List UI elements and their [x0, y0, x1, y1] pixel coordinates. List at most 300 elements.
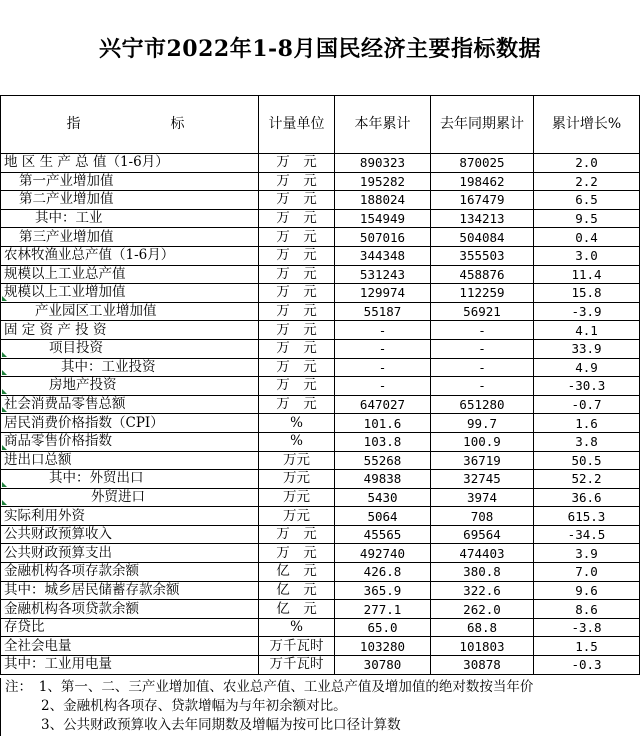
cell-previous-text: 99.7 [466, 415, 498, 431]
cell-growth[interactable] [534, 154, 640, 173]
cell-warning-marker-icon [2, 407, 7, 412]
cell-growth-text: -0.3 [571, 657, 602, 673]
cell-unit[interactable] [259, 246, 335, 265]
cell-warning-marker-icon [2, 500, 7, 505]
cell-previous-text: 458876 [459, 266, 505, 282]
cell-indicator-text: 居民消费价格指数（CPI） [4, 414, 164, 431]
cell-growth-text: -30.3 [567, 378, 606, 394]
table-row[interactable] [1, 228, 640, 247]
cell-growth-text: -34.5 [567, 527, 606, 543]
cell-growth[interactable] [534, 656, 640, 675]
cell-previous[interactable] [431, 172, 534, 191]
cell-indicator[interactable] [1, 265, 259, 284]
cell-current[interactable] [335, 470, 431, 489]
cell-indicator[interactable] [1, 600, 259, 619]
cell-current[interactable] [335, 284, 431, 303]
cell-previous-text: - [478, 341, 486, 357]
header-current-cumulative: 本年累计 [335, 96, 431, 154]
cell-indicator-text: 产业园区工业增加值 [35, 303, 157, 320]
cell-unit-text: 万 元 [276, 303, 317, 320]
cell-current[interactable] [335, 507, 431, 526]
cell-current[interactable] [335, 377, 431, 396]
cell-unit-text: 万 元 [276, 321, 317, 338]
cell-current[interactable] [335, 172, 431, 191]
cell-current-text: 103.8 [363, 434, 402, 450]
cell-growth-text: 2.0 [575, 155, 598, 171]
cell-unit-text: 万 元 [276, 247, 317, 264]
cell-indicator-text: 社会消费品零售总额 [4, 396, 126, 413]
cell-growth[interactable] [534, 451, 640, 470]
table-row[interactable] [1, 395, 640, 414]
cell-unit[interactable] [259, 321, 335, 340]
cell-growth-text: 36.6 [571, 489, 602, 505]
cell-previous-text: 30878 [463, 657, 501, 673]
cell-growth-text: 11.4 [571, 266, 602, 282]
cell-unit-text: 万元 [283, 488, 310, 505]
cell-indicator-text: 其中：工业用电量 [4, 656, 112, 673]
cell-unit[interactable] [259, 581, 335, 600]
cell-growth[interactable] [534, 284, 640, 303]
cell-previous[interactable] [431, 581, 534, 600]
header-previous-cumulative: 去年同期累计 [431, 96, 534, 154]
cell-previous[interactable] [431, 451, 534, 470]
table-row[interactable] [1, 377, 640, 396]
cell-indicator[interactable] [1, 358, 259, 377]
cell-previous[interactable] [431, 507, 534, 526]
cell-previous[interactable] [431, 395, 534, 414]
cell-current[interactable] [335, 302, 431, 321]
table-row[interactable] [1, 618, 640, 637]
cell-indicator-text: 房地产投资 [49, 377, 117, 394]
cell-previous[interactable] [431, 600, 534, 619]
cell-growth-text: 1.5 [575, 638, 598, 654]
cell-current[interactable] [335, 246, 431, 265]
cell-growth-text: 0.4 [575, 229, 598, 245]
table-row[interactable] [1, 191, 640, 210]
cell-indicator[interactable] [1, 544, 259, 563]
cell-current-text: 45565 [363, 527, 402, 543]
cell-indicator[interactable] [1, 470, 259, 489]
cell-indicator[interactable] [1, 377, 259, 396]
cell-current[interactable] [335, 154, 431, 173]
cell-indicator-text: 存贷比 [4, 619, 45, 636]
table-row[interactable] [1, 470, 640, 489]
cell-indicator[interactable] [1, 228, 259, 247]
cell-indicator[interactable] [1, 191, 259, 210]
cell-previous[interactable] [431, 284, 534, 303]
cell-growth-text: 2.2 [575, 173, 598, 189]
cell-indicator[interactable] [1, 507, 259, 526]
cell-unit-text: 万 元 [276, 228, 317, 245]
cell-indicator-text: 金融机构各项存款余额 [4, 563, 139, 580]
cell-indicator[interactable] [1, 246, 259, 265]
cell-growth-text: 52.2 [571, 471, 602, 487]
cell-previous[interactable] [431, 544, 534, 563]
cell-previous-text: 474403 [459, 545, 505, 561]
table-row[interactable] [1, 154, 640, 173]
cell-current-text: 5064 [367, 508, 398, 524]
cell-indicator[interactable] [1, 339, 259, 358]
cell-growth-text: 9.6 [575, 582, 598, 598]
cell-growth[interactable] [534, 246, 640, 265]
cell-previous[interactable] [431, 525, 534, 544]
cell-current-text: 101.6 [363, 415, 402, 431]
cell-previous[interactable] [431, 358, 534, 377]
cell-indicator[interactable] [1, 284, 259, 303]
cell-indicator[interactable] [1, 172, 259, 191]
cell-current[interactable] [335, 358, 431, 377]
cell-indicator[interactable] [1, 563, 259, 582]
table-row[interactable] [1, 637, 640, 656]
cell-growth[interactable] [534, 618, 640, 637]
cell-current[interactable] [335, 395, 431, 414]
cell-indicator[interactable] [1, 581, 259, 600]
cell-previous-text: 504084 [459, 229, 505, 245]
cell-indicator-text: 项目投资 [49, 340, 103, 357]
cell-growth-text: 15.8 [571, 285, 602, 301]
cell-growth-text: 615.3 [567, 508, 606, 524]
table-row[interactable] [1, 339, 640, 358]
cell-previous[interactable] [431, 414, 534, 433]
table-row[interactable] [1, 284, 640, 303]
cell-previous[interactable] [431, 563, 534, 582]
cell-previous-text: 36719 [463, 452, 501, 468]
cell-unit[interactable] [259, 637, 335, 656]
cell-current[interactable] [335, 563, 431, 582]
cell-growth[interactable] [534, 581, 640, 600]
cell-current[interactable] [335, 637, 431, 656]
table-row[interactable] [1, 432, 640, 451]
cell-warning-marker-icon [2, 352, 7, 357]
table-row[interactable] [1, 544, 640, 563]
cell-current-text: 277.1 [363, 601, 402, 617]
cell-growth[interactable] [534, 507, 640, 526]
cell-current[interactable] [335, 432, 431, 451]
cell-warning-marker-icon [2, 296, 7, 301]
cell-unit[interactable] [259, 228, 335, 247]
cell-indicator[interactable] [1, 395, 259, 414]
cell-previous-text: 134213 [459, 211, 505, 227]
cell-growth-text: 50.5 [571, 452, 602, 468]
table-row[interactable] [1, 209, 640, 228]
header-growth: 累计增长% [534, 96, 640, 154]
cell-warning-marker-icon [2, 389, 7, 394]
cell-indicator-text: 进出口总额 [4, 451, 72, 468]
cell-previous[interactable] [431, 191, 534, 210]
cell-unit-text: 万 元 [276, 172, 317, 189]
cell-indicator-text: 规模以上工业增加值 [4, 284, 126, 301]
cell-previous-text: 68.8 [466, 620, 498, 636]
cell-indicator-text: 其中：城乡居民储蓄存款余额 [4, 581, 180, 598]
footnotes [0, 678, 640, 736]
cell-current[interactable] [335, 656, 431, 675]
cell-growth-text: -3.8 [571, 620, 602, 636]
cell-current-text: 188024 [359, 192, 406, 208]
cell-previous[interactable] [431, 377, 534, 396]
cell-growth-text: 33.9 [571, 341, 602, 357]
cell-indicator-text: 固 定 资 产 投 资 [4, 321, 107, 338]
cell-indicator[interactable] [1, 154, 259, 173]
cell-indicator[interactable] [1, 488, 259, 507]
cell-current-text: 195282 [359, 173, 406, 189]
cell-previous[interactable] [431, 637, 534, 656]
cell-warning-marker-icon [2, 445, 7, 450]
cell-current[interactable] [335, 209, 431, 228]
cell-current[interactable] [335, 451, 431, 470]
cell-unit-text: 万 元 [276, 340, 317, 357]
cell-previous[interactable] [431, 228, 534, 247]
cell-unit-text: 万千瓦时 [269, 656, 324, 673]
table-row[interactable] [1, 265, 640, 284]
cell-previous[interactable] [431, 302, 534, 321]
cell-current[interactable] [335, 339, 431, 358]
cell-previous-text: 112259 [459, 285, 505, 301]
cell-growth-text: 3.0 [575, 248, 598, 264]
cell-unit-text: 万千瓦时 [269, 637, 324, 654]
cell-current[interactable] [335, 228, 431, 247]
cell-unit-text: 亿 元 [276, 563, 317, 580]
cell-previous[interactable] [431, 339, 534, 358]
cell-indicator-text: 农林牧渔业总产值（1-6月） [4, 247, 175, 264]
cell-current[interactable] [335, 321, 431, 340]
cell-growth-text: 3.8 [575, 434, 598, 450]
cell-current-text: 507016 [359, 229, 406, 245]
footnote-3: 3、公共财政预算收入去年同期数及增幅为按可比口径计算数 [41, 717, 401, 733]
cell-growth[interactable] [534, 563, 640, 582]
cell-previous[interactable] [431, 656, 534, 675]
cell-growth[interactable] [534, 339, 640, 358]
cell-unit[interactable] [259, 488, 335, 507]
cell-current-text: 492740 [359, 545, 406, 561]
cell-growth[interactable] [534, 395, 640, 414]
cell-indicator-text: 公共财政预算收入 [4, 526, 112, 543]
cell-indicator[interactable] [1, 432, 259, 451]
cell-growth[interactable] [534, 358, 640, 377]
table-row[interactable] [1, 302, 640, 321]
cell-growth[interactable] [534, 321, 640, 340]
cell-previous-text: 101803 [459, 638, 505, 654]
cell-indicator[interactable] [1, 451, 259, 470]
cell-current[interactable] [335, 414, 431, 433]
cell-current-text: 531243 [359, 266, 406, 282]
cell-unit[interactable] [259, 358, 335, 377]
header-indicator: 指 标 [1, 96, 259, 154]
cell-unit[interactable] [259, 284, 335, 303]
table-row[interactable] [1, 172, 640, 191]
cell-current-text: 129974 [359, 285, 406, 301]
table-row[interactable] [1, 488, 640, 507]
cell-indicator-text: 第三产业增加值 [19, 228, 114, 245]
cell-previous[interactable] [431, 265, 534, 284]
cell-unit-text: 万 元 [276, 154, 317, 171]
cell-growth[interactable] [534, 228, 640, 247]
table-row[interactable] [1, 563, 640, 582]
cell-growth-text: 3.9 [575, 545, 598, 561]
cell-indicator-text: 第二产业增加值 [19, 191, 114, 208]
cell-current[interactable] [335, 525, 431, 544]
cell-indicator[interactable] [1, 525, 259, 544]
cell-indicator-text: 金融机构各项贷款余额 [4, 600, 139, 617]
cell-unit[interactable] [259, 395, 335, 414]
cell-previous-text: - [478, 322, 486, 338]
cell-previous-text: 3974 [466, 489, 498, 505]
cell-indicator-text: 外贸进口 [91, 488, 145, 505]
cell-unit-text: % [290, 619, 303, 636]
cell-unit[interactable] [259, 600, 335, 619]
cell-growth[interactable] [534, 432, 640, 451]
cell-growth[interactable] [534, 525, 640, 544]
cell-growth[interactable] [534, 544, 640, 563]
cell-unit-text: 万 元 [276, 544, 317, 561]
cell-current[interactable] [335, 265, 431, 284]
cell-growth[interactable] [534, 302, 640, 321]
cell-current-text: 55187 [363, 304, 402, 320]
cell-previous-text: 322.6 [463, 582, 501, 598]
cell-growth[interactable] [534, 600, 640, 619]
cell-current[interactable] [335, 618, 431, 637]
cell-warning-marker-icon [2, 482, 7, 487]
cell-previous-text: 262.0 [463, 601, 501, 617]
cell-unit[interactable] [259, 618, 335, 637]
cell-growth[interactable] [534, 172, 640, 191]
table-row[interactable] [1, 358, 640, 377]
table-row[interactable] [1, 451, 640, 470]
table-row[interactable] [1, 525, 640, 544]
cell-current-text: - [378, 322, 387, 338]
cell-current-text: 365.9 [363, 582, 402, 598]
cell-indicator[interactable] [1, 414, 259, 433]
cell-previous-text: 100.9 [463, 434, 501, 450]
table-row[interactable] [1, 581, 640, 600]
cell-indicator-text: 公共财政预算支出 [4, 544, 112, 561]
cell-unit[interactable] [259, 470, 335, 489]
cell-unit[interactable] [259, 525, 335, 544]
cell-warning-marker-icon [2, 370, 7, 375]
cell-indicator-text: 其中：工业投资 [61, 358, 156, 375]
cell-current-text: 55268 [363, 452, 402, 468]
cell-previous-text: 198462 [459, 173, 505, 189]
cell-growth[interactable] [534, 265, 640, 284]
cell-current-text: 30780 [363, 657, 402, 673]
cell-current-text: - [378, 359, 387, 375]
cell-current-text: 65.0 [367, 620, 398, 636]
cell-growth[interactable] [534, 470, 640, 489]
cell-growth[interactable] [534, 209, 640, 228]
cell-unit[interactable] [259, 544, 335, 563]
cell-unit-text: 万 元 [276, 526, 317, 543]
cell-previous[interactable] [431, 209, 534, 228]
header-unit: 计量单位 [259, 96, 335, 154]
cell-unit-text: 万 元 [276, 191, 317, 208]
table-row[interactable] [1, 321, 640, 340]
cell-unit[interactable] [259, 507, 335, 526]
cell-previous-text: 69564 [463, 527, 501, 543]
cell-current-text: 344348 [359, 248, 406, 264]
cell-growth-text: 9.5 [575, 211, 598, 227]
cell-unit[interactable] [259, 172, 335, 191]
cell-indicator[interactable] [1, 618, 259, 637]
cell-unit[interactable] [259, 414, 335, 433]
cell-unit-text: 万 元 [276, 265, 317, 282]
cell-unit[interactable] [259, 656, 335, 675]
cell-previous-text: 167479 [459, 192, 505, 208]
cell-growth-text: 4.9 [575, 359, 598, 375]
cell-unit[interactable] [259, 377, 335, 396]
cell-previous[interactable] [431, 321, 534, 340]
cell-unit-text: 万 元 [276, 377, 317, 394]
cell-current-text: 49838 [363, 471, 402, 487]
cell-current[interactable] [335, 191, 431, 210]
table-row[interactable] [1, 600, 640, 619]
cell-previous-text: 380.8 [463, 564, 501, 580]
cell-current-text: - [378, 378, 387, 394]
cell-previous[interactable] [431, 488, 534, 507]
cell-previous-text: 56921 [463, 304, 501, 320]
cell-unit-text: 万元 [283, 470, 310, 487]
table-body [1, 154, 640, 675]
table-row[interactable] [1, 414, 640, 433]
cell-unit[interactable] [259, 265, 335, 284]
cell-indicator[interactable] [1, 209, 259, 228]
cell-previous[interactable] [431, 246, 534, 265]
cell-growth-text: -0.7 [571, 397, 602, 413]
cell-growth-text: 6.5 [575, 192, 598, 208]
cell-unit[interactable] [259, 154, 335, 173]
cell-growth-text: -3.9 [571, 304, 602, 320]
cell-unit[interactable] [259, 209, 335, 228]
cell-unit[interactable] [259, 432, 335, 451]
table-row[interactable] [1, 246, 640, 265]
table-row[interactable] [1, 507, 640, 526]
cell-growth[interactable] [534, 637, 640, 656]
indicator-table [0, 95, 640, 675]
cell-indicator[interactable] [1, 302, 259, 321]
cell-unit-text: 万 元 [276, 396, 317, 413]
cell-previous-text: 32745 [463, 471, 501, 487]
cell-previous[interactable] [431, 618, 534, 637]
cell-previous-text: 708 [470, 508, 494, 524]
cell-current-text: - [378, 341, 387, 357]
cell-unit[interactable] [259, 191, 335, 210]
cell-unit[interactable] [259, 451, 335, 470]
cell-indicator[interactable] [1, 656, 259, 675]
cell-unit[interactable] [259, 563, 335, 582]
cell-unit[interactable] [259, 339, 335, 358]
footnote-2: 2、金融机构各项存、贷款增幅为与年初余额对比。 [41, 698, 347, 714]
cell-growth[interactable] [534, 191, 640, 210]
cell-unit-text: 亿 元 [276, 581, 317, 598]
cell-previous[interactable] [431, 154, 534, 173]
cell-indicator-text: 全社会电量 [4, 637, 72, 654]
cell-indicator[interactable] [1, 637, 259, 656]
cell-previous[interactable] [431, 432, 534, 451]
cell-growth-text: 8.6 [575, 601, 598, 617]
cell-previous[interactable] [431, 470, 534, 489]
cell-indicator-text: 规模以上工业总产值 [4, 265, 126, 282]
table-row[interactable] [1, 656, 640, 675]
cell-growth[interactable] [534, 414, 640, 433]
cell-growth[interactable] [534, 377, 640, 396]
cell-unit[interactable] [259, 302, 335, 321]
cell-current[interactable] [335, 581, 431, 600]
cell-indicator-text: 其中：工业 [35, 210, 103, 227]
cell-growth-text: 7.0 [575, 564, 598, 580]
cell-current[interactable] [335, 544, 431, 563]
cell-current[interactable] [335, 600, 431, 619]
cell-indicator[interactable] [1, 321, 259, 340]
cell-growth[interactable] [534, 488, 640, 507]
cell-current[interactable] [335, 488, 431, 507]
